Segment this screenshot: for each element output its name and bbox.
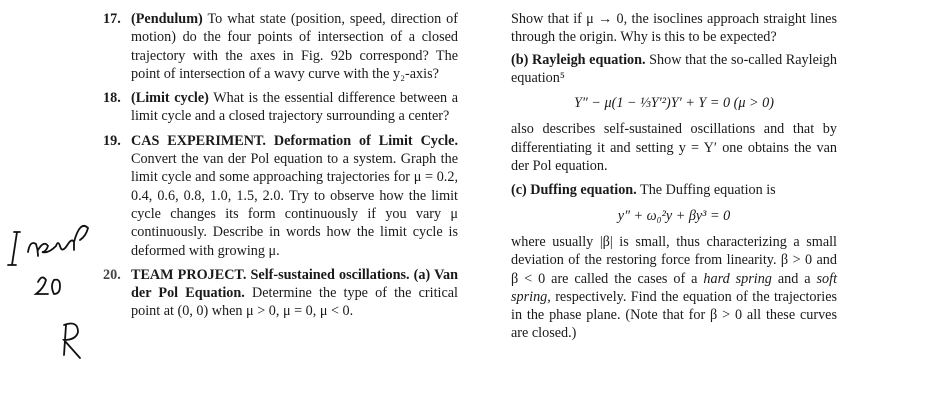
rayleigh-equation: Y″ − μ(1 − ⅓Y′²)Y′ + Y = 0 (μ > 0) [574,95,774,112]
problem-19 [103,132,458,260]
problem-number: 19. [103,132,121,149]
problem-text: What is the essential difference between a limit cycle and a closed trajectory surrounding a center? [131,90,459,125]
text-segment: where usually |β| is small, thus characterizing a small deviation of the restoring force from linearity. β > 0 and β < 0 are called the cases of a [511,233,837,287]
problem-text: Convert the van der Pol equation to a system. Graph the limit cycle and some approaching trajectories for μ = 0.2, 0.4, 0.6, 0.8, 1.0, 1.5, 2.0. Try to observe how the limit cycle changes its form continuously if you vary μ continuously. Describe in words how the limit cycle is deformed with growing μ. [131,151,458,259]
problem-18 [103,89,458,126]
subpart-c [511,181,837,199]
soft-spring-term: soft spring, [511,270,838,305]
problem-text: Determine the type of the critical point at (0, 0) when μ > 0, μ = 0, μ < 0. [131,285,459,320]
problem-17 [103,10,458,83]
duffing-equation: y″ + ω₀²y + βy³ = 0 [617,207,731,224]
subpart-c-after [511,233,837,343]
intro-text: Show that if μ → 0, the isoclines approach straight lines through the origin. Why is this to be expected? [511,11,837,46]
subpart-b-after: also describes self-sustained oscillations and that by differentiating it and setting y = Y′ one obtains the van der Pol equation. [511,121,837,175]
problem-number: 18. [103,90,121,107]
text-segment: and a [777,270,811,287]
subpart-c-label: (c) Duffing equation. [511,182,637,199]
right-column [511,10,837,343]
problem-title: TEAM PROJECT. Self-sustained oscillations. [131,266,410,283]
text-segment: respectively. Find the equation of the trajectories in the phase plane. (Note that for β > 0 all these curves are closed.) [511,288,838,342]
problem-title: (Pendulum) [131,11,203,27]
problem-title: CAS EXPERIMENT. Deformation of Limit Cycle. [131,132,458,149]
subpart-c-text: The Duffing equation is [640,182,776,199]
left-column [103,10,458,327]
handwritten-note-icon [0,210,100,370]
problem-number: 20. [103,266,121,283]
subpart-b [511,51,837,88]
problem-20 [103,266,458,321]
problem-number: 17. [103,11,121,27]
problem-title: (Limit cycle) [131,90,209,107]
hard-spring-term: hard spring [703,270,772,287]
problem-text: To what state (position, speed, direction of motion) do the four points of intersection of a closed trajectory with the axes in Fig. 92b correspond? The point of intersection of a wavy curve with the y₂-axis? [131,11,458,82]
subpart-a-label: (a) Van der Pol Equation. [131,266,459,302]
subpart-b-label: (b) Rayleigh equation. [511,51,646,68]
subpart-b-text: Show that the so-called Rayleigh equation⁵ [511,51,837,86]
